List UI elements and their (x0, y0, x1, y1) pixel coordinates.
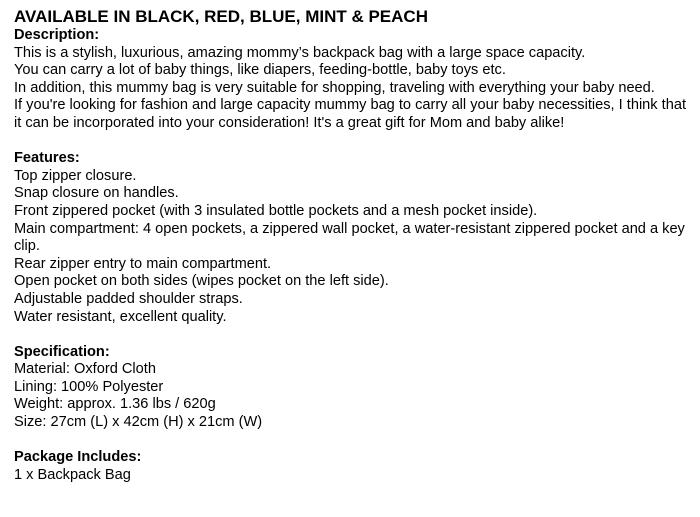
availability-title: AVAILABLE IN BLACK, RED, BLUE, MINT & PEACH (14, 7, 428, 26)
features-section (14, 150, 700, 326)
specification-item: Lining: 100% Polyester (14, 378, 164, 395)
package-item: 1 x Backpack Bag (14, 466, 131, 483)
description-heading: Description: (14, 27, 100, 43)
section-spacer (14, 326, 700, 344)
feature-item: Front zippered pocket (with 3 insulated bottle pockets and a mesh pocket inside). (14, 202, 538, 219)
feature-item: Top zipper closure. (14, 167, 137, 184)
specification-item: Material: Oxford Cloth (14, 361, 156, 378)
description-line: In addition, this mummy bag is very suitable for shopping, traveling with everything your baby need. (14, 79, 655, 96)
specification-item: Weight: approx. 1.36 lbs / 620g (14, 396, 216, 413)
description-line: You can carry a lot of baby things, like diapers, feeding-bottle, baby toys etc. (14, 62, 506, 79)
description-section (14, 27, 700, 133)
section-spacer (14, 432, 700, 450)
feature-item: Rear zipper entry to main compartment. (14, 255, 272, 272)
package-section (14, 449, 700, 484)
feature-item: Open pocket on both sides (wipes pocket on the left side). (14, 273, 389, 290)
specification-heading: Specification: (14, 343, 110, 360)
description-line: This is a stylish, luxurious, amazing mommy’s backpack bag with a large space capacity. (14, 44, 586, 61)
feature-item: Water resistant, excellent quality. (14, 308, 227, 325)
features-heading: Features: (14, 150, 80, 167)
feature-item: Snap closure on handles. (14, 185, 179, 202)
section-spacer (14, 133, 700, 151)
feature-item: Adjustable padded shoulder straps. (14, 290, 243, 307)
specification-item: Size: 27cm (L) x 42cm (H) x 21cm (W) (14, 414, 263, 431)
description-line: If you're looking for fashion and large capacity mummy bag to carry all your baby necessities, I think that it can be incorporated into your consideration! It's a great gift for Mom and baby alike! (14, 97, 686, 131)
package-heading: Package Includes: (14, 449, 142, 466)
specification-section (14, 344, 700, 432)
feature-item: Main compartment: 4 open pockets, a zippered wall pocket, a water-resistant zippered pocket and a key clip. (14, 220, 685, 255)
